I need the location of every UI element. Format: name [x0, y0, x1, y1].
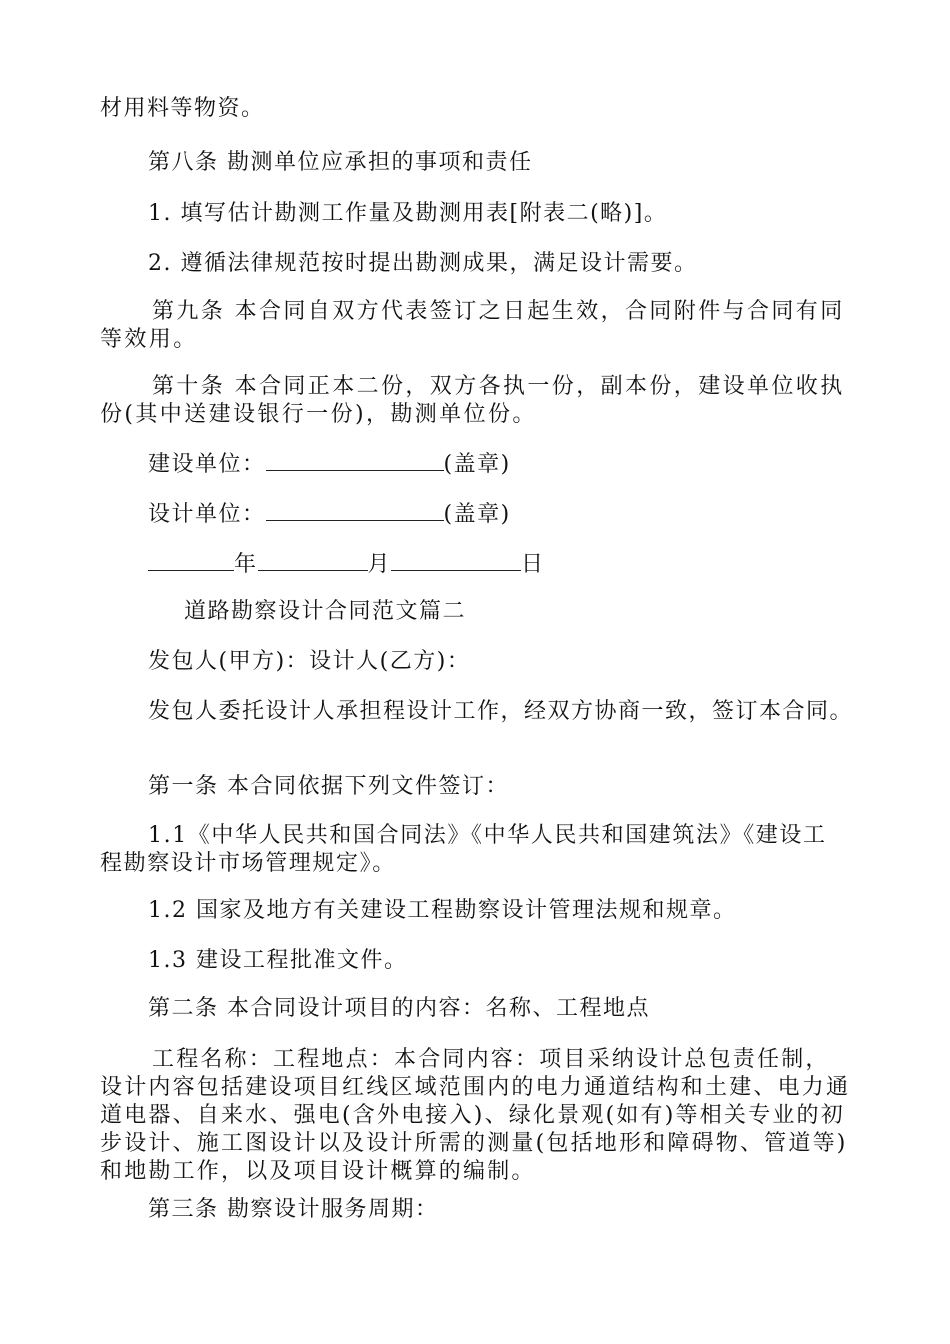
section-title: 道路勘察设计合同范文篇二 — [184, 599, 467, 624]
article-heading: 第一条 本合同依据下列文件签订： — [148, 774, 509, 799]
signature-label: 设计单位： — [148, 502, 266, 527]
date-line — [148, 548, 545, 579]
paragraph: 材用料等物资。 — [100, 96, 265, 121]
day-label: 日 — [521, 552, 545, 577]
year-blank[interactable] — [148, 548, 234, 571]
list-item: 1.1《中华人民共和国合同法》《中华人民共和国建筑法》《建设工程勘察设计市场管理规定》。 — [100, 823, 827, 876]
day-blank[interactable] — [391, 548, 521, 571]
list-item: 2. 遵循法律规范按时提出勘测成果，满足设计需要。 — [148, 251, 698, 276]
signature-label: 建设单位： — [148, 452, 266, 477]
seal-label: (盖章) — [443, 452, 511, 477]
signature-line-designer — [148, 498, 511, 529]
article-heading: 第三条 勘察设计服务周期： — [148, 1197, 439, 1222]
seal-label: (盖章) — [443, 502, 511, 527]
article-heading: 第八条 勘测单位应承担的事项和责任 — [148, 150, 533, 175]
paragraph: 发包人委托设计人承担程设计工作，经双方协商一致，签订本合同。 — [148, 699, 854, 724]
article-paragraph: 第十条 本合同正本二份，双方各执一份，副本份，建设单位收执份(其中送建设银行一份)，勘测单位份。 — [100, 374, 845, 427]
list-item: 1.3 建设工程批准文件。 — [148, 948, 408, 973]
signature-blank[interactable] — [266, 498, 444, 521]
article-paragraph: 第九条 本合同自双方代表签订之日起生效，合同附件与合同有同等效用。 — [100, 299, 845, 352]
month-blank[interactable] — [258, 548, 368, 571]
article-paragraph: 工程名称：工程地点：本合同内容：项目采纳设计总包责任制，设计内容包括建设项目红线区域范围内的电力通道结构和土建、电力通道电器、自来水、强电(含外电接入)、绿化景观(如有)等相关专业的初步设计、施工图设计以及设计所需的测量(包括地形和障碍物、管道等)和地勘工作，以及项目设计概算的编制。 — [100, 1047, 851, 1184]
list-item: 1. 填写估计勘测工作量及勘测用表[附表二(略)]。 — [148, 201, 668, 226]
list-item: 1.2 国家及地方有关建设工程勘察设计管理法规和规章。 — [148, 898, 737, 923]
year-label: 年 — [234, 552, 258, 577]
paragraph: 发包人(甲方)：设计人(乙方)： — [148, 649, 471, 674]
article-heading: 第二条 本合同设计项目的内容：名称、工程地点 — [148, 996, 650, 1021]
signature-blank[interactable] — [266, 448, 444, 471]
signature-line-builder — [148, 448, 511, 479]
month-label: 月 — [367, 552, 392, 577]
